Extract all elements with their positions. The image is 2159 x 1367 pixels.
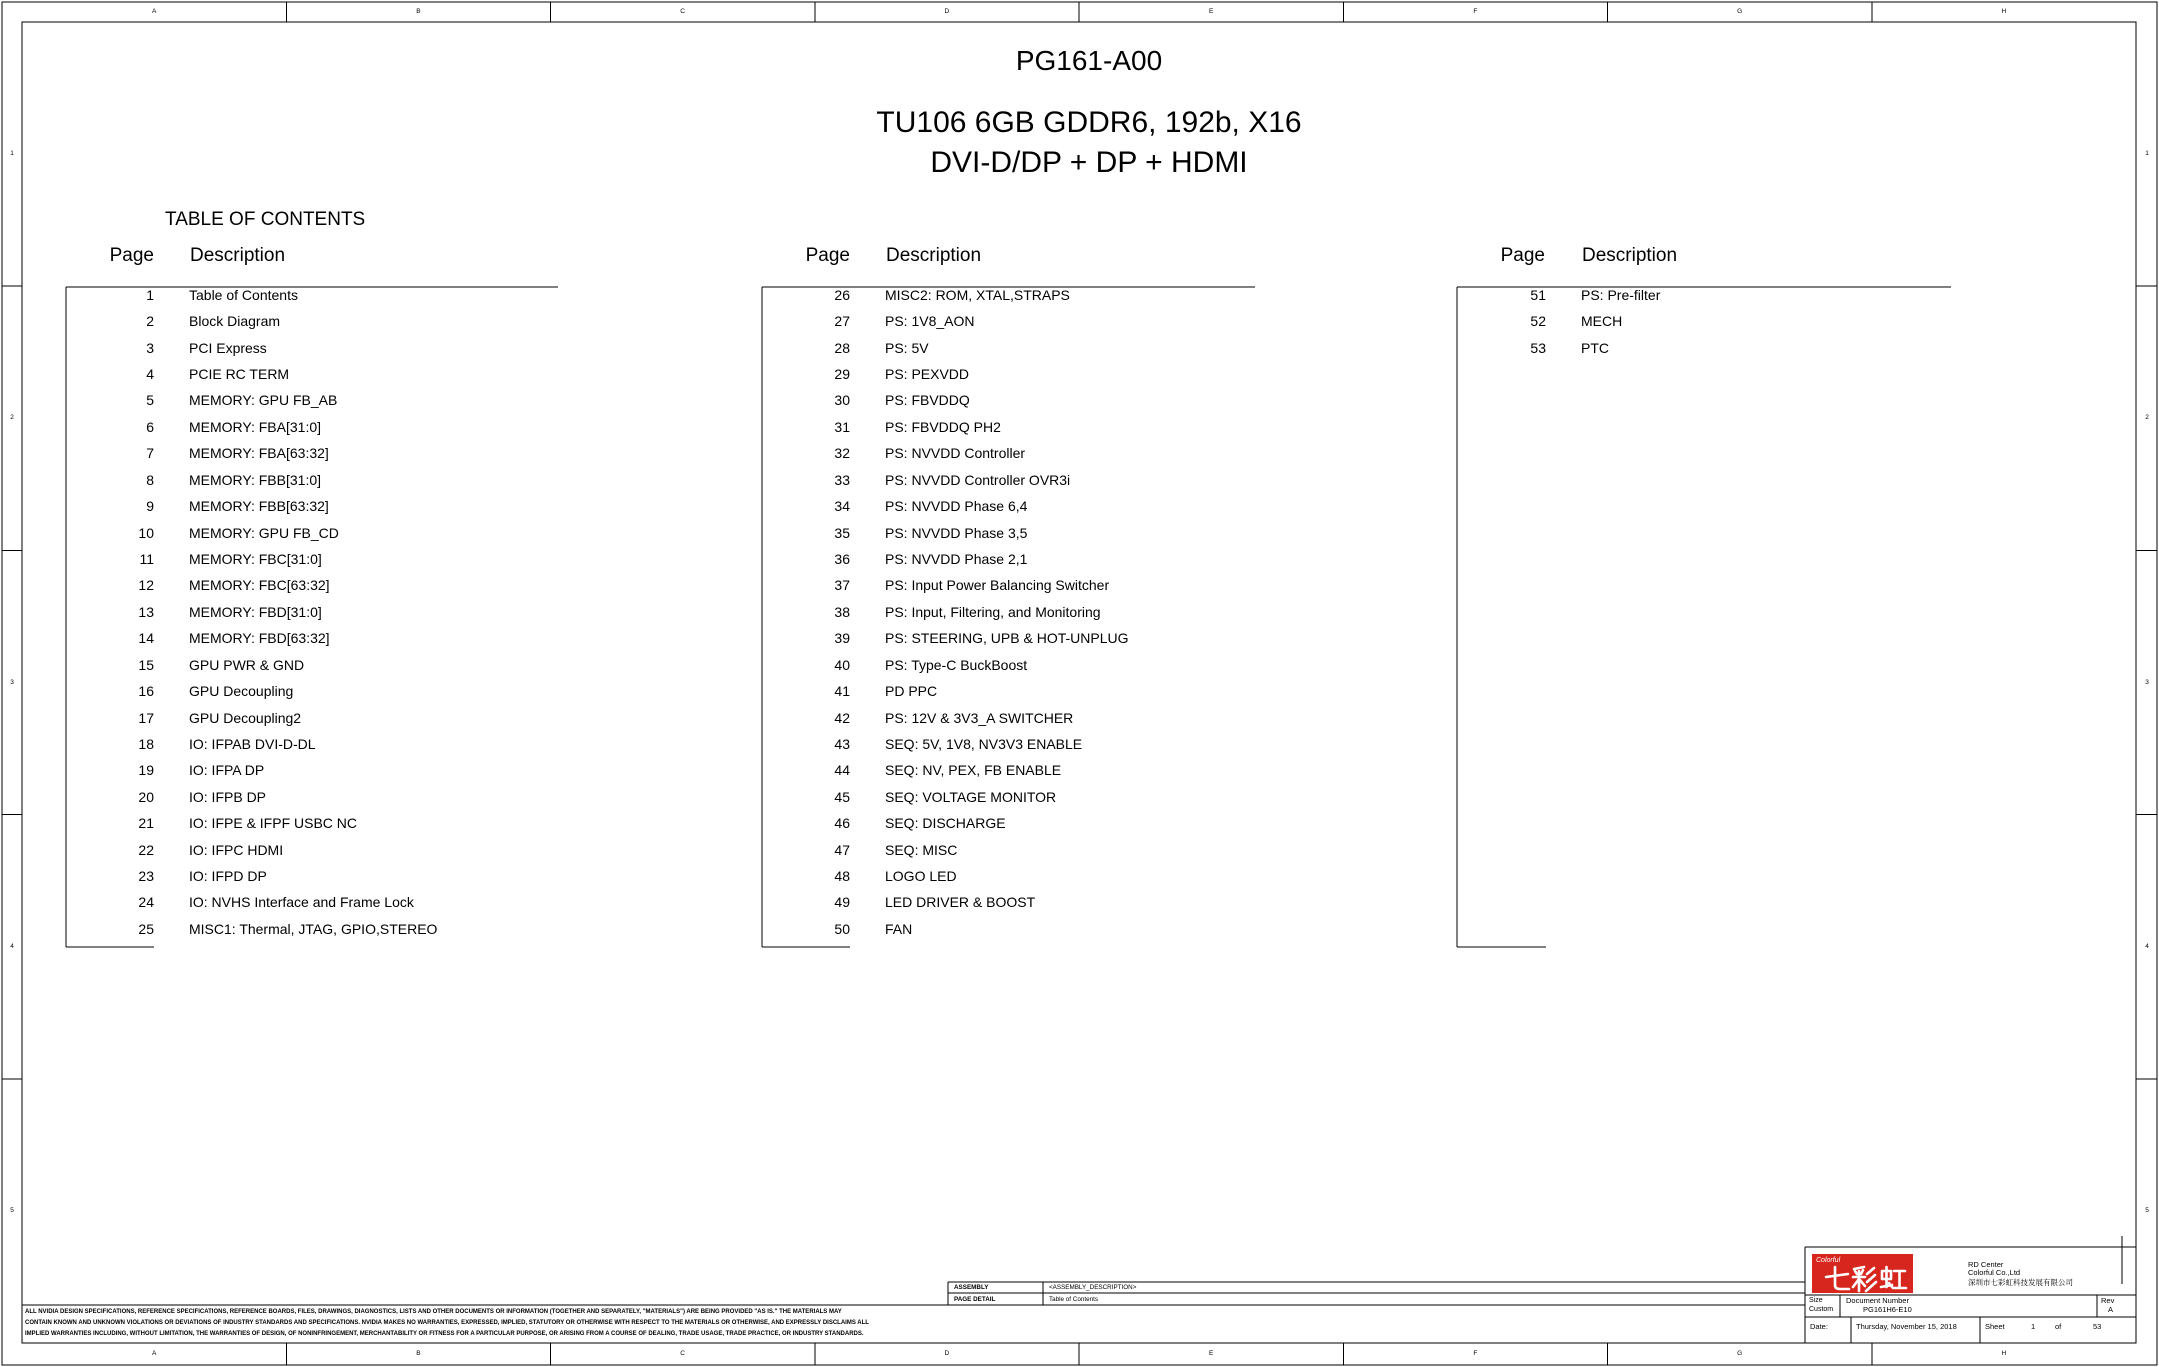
zone-row-label-left: 5	[10, 1206, 14, 1214]
toc-description: IO: NVHS Interface and Frame Lock	[189, 894, 414, 911]
page-detail-value: Table of Contents	[1049, 1295, 1099, 1303]
toc-entry	[762, 572, 1242, 598]
toc-page-number: 5	[146, 392, 154, 409]
org-line-center: RD Center	[1968, 1259, 2004, 1269]
toc-entry	[762, 414, 1242, 440]
toc-entry	[66, 652, 546, 678]
toc-page-number: 23	[138, 868, 154, 885]
disclaimer-line: ALL NVIDIA DESIGN SPECIFICATIONS, REFERENCE SPECIFICATIONS, REFERENCE BOARDS, FILES, DRAWINGS, DIAGNOSTICS, LISTS AND OTHER DOCUMENTS OR INFORMATION (TOGETHER AND SEPARATELY, "MATERIALS") ARE BEING PROVIDED "AS IS." THE MATERIALS MAY	[25, 1309, 842, 1315]
toc-description: PS: NVVDD Phase 6,4	[885, 498, 1028, 515]
toc-description: PCIE RC TERM	[189, 366, 290, 383]
toc-page-number: 45	[834, 788, 850, 805]
zone-column-label-top: H	[2001, 8, 2007, 15]
toc-entry	[66, 678, 546, 704]
toc-page-number: 6	[146, 418, 154, 435]
toc-description: FAN	[885, 920, 913, 937]
org-line-company-local: 深圳市七彩虹科技发展有限公司	[1968, 1277, 2073, 1287]
zone-column-label-top: G	[1737, 8, 1743, 15]
date-value: Thursday, November 15, 2018	[1856, 1321, 1957, 1331]
zone-row-label-right: 3	[2145, 678, 2149, 686]
toc-entry	[762, 493, 1242, 519]
toc-page-number: 24	[138, 894, 154, 911]
toc-entry	[66, 757, 546, 783]
toc-page-number: 21	[138, 815, 154, 832]
assembly-label: ASSEMBLY	[954, 1284, 989, 1291]
toc-page-number: 35	[834, 524, 850, 541]
toc-description: SEQ: DISCHARGE	[885, 815, 1006, 832]
toc-description: PS: NVVDD Phase 3,5	[885, 524, 1028, 541]
zone-column-label-bottom: B	[416, 1350, 421, 1357]
toc-entry	[66, 520, 546, 546]
toc-description: GPU PWR & GND	[189, 656, 305, 673]
toc-page-number: 15	[138, 656, 154, 673]
toc-page-number: 43	[834, 735, 850, 752]
toc-entry	[66, 837, 546, 863]
zone-column-label-top: A	[151, 8, 157, 15]
toc-entry	[762, 784, 1242, 810]
toc-description-header: Description	[190, 245, 286, 266]
toc-entry	[66, 810, 546, 836]
toc-entry	[66, 361, 546, 387]
toc-page-number: 16	[138, 683, 154, 700]
toc-page-number: 9	[146, 498, 154, 515]
toc-entry	[66, 467, 546, 493]
toc-page-number: 11	[139, 550, 154, 567]
document-number-value: PG161H6-E10	[1863, 1305, 1912, 1314]
board-description-line-1: TU106 6GB GDDR6, 192b, X16	[876, 106, 1302, 139]
toc-page-number: 52	[1530, 313, 1546, 330]
toc-page-number: 46	[834, 815, 850, 832]
toc-page-number: 20	[138, 788, 154, 805]
size-label: Size	[1809, 1297, 1823, 1304]
toc-entry	[66, 335, 546, 361]
toc-description: LOGO LED	[885, 868, 957, 885]
toc-entry	[762, 308, 1242, 334]
toc-description: PS: Input Power Balancing Switcher	[885, 577, 1110, 594]
toc-entry	[1458, 282, 1938, 308]
toc-description-header: Description	[886, 245, 982, 266]
zone-row-label-left: 1	[10, 150, 14, 158]
toc-description: IO: IFPB DP	[189, 788, 267, 805]
zone-row-label-right: 5	[2145, 1206, 2149, 1214]
toc-entry	[762, 546, 1242, 572]
toc-description: MEMORY: FBA[63:32]	[189, 445, 329, 462]
toc-page-number: 53	[1530, 339, 1546, 356]
toc-page-number: 50	[834, 920, 850, 937]
toc-entry	[1458, 308, 1938, 334]
toc-entry	[66, 889, 546, 915]
toc-description: PS: Pre-filter	[1581, 286, 1661, 303]
toc-description: PS: NVVDD Controller OVR3i	[885, 471, 1071, 488]
sheet-total: 53	[2093, 1321, 2102, 1331]
toc-entry	[1458, 335, 1938, 361]
toc-page-number: 44	[834, 762, 850, 779]
logo-brand-text: Colorful	[1816, 1257, 1841, 1264]
toc-page-number: 32	[834, 445, 850, 462]
toc-page-number: 38	[834, 603, 850, 620]
zone-column-label-top: F	[1473, 8, 1478, 15]
toc-description: LED DRIVER & BOOST	[885, 894, 1036, 911]
toc-page-number: 7	[146, 445, 154, 462]
toc-page-number: 17	[138, 709, 154, 726]
top-zone-ticks	[286, 2, 1872, 22]
toc-page-header: Page	[1500, 245, 1545, 266]
toc-page-number: 29	[834, 366, 850, 383]
toc-page-number: 2	[146, 313, 154, 330]
toc-page-number: 14	[138, 630, 154, 647]
toc-description: MEMORY: FBB[63:32]	[189, 498, 329, 515]
toc-page-number: 3	[146, 339, 154, 356]
zone-column-label-bottom: A	[151, 1350, 157, 1357]
toc-description: PS: 1V8_AON	[885, 313, 975, 330]
toc-entry	[66, 282, 546, 308]
zone-column-label-bottom: H	[2001, 1350, 2007, 1357]
toc-description: MEMORY: FBD[63:32]	[189, 630, 330, 647]
board-description-line-2: DVI-D/DP + DP + HDMI	[930, 146, 1248, 179]
assembly-value: <ASSEMBLY_DESCRIPTION>	[1049, 1284, 1137, 1291]
toc-entry	[762, 599, 1242, 625]
toc-description: MEMORY: GPU FB_CD	[189, 524, 339, 541]
toc-title: TABLE OF CONTENTS	[165, 209, 366, 230]
toc-description: PS: PEXVDD	[885, 366, 970, 383]
zone-column-label-bottom: F	[1473, 1350, 1478, 1357]
toc-entry	[762, 889, 1242, 915]
toc-description: PTC	[1581, 339, 1609, 356]
bottom-zone-ticks	[286, 1343, 1872, 1365]
zone-row-label-left: 2	[10, 414, 14, 422]
toc-description: SEQ: NV, PEX, FB ENABLE	[885, 762, 1062, 779]
toc-page-number: 4	[146, 366, 154, 383]
toc-page-number: 10	[138, 524, 154, 541]
toc-entry	[66, 414, 546, 440]
toc-column	[66, 282, 546, 982]
toc-description: SEQ: MISC	[885, 841, 958, 858]
toc-description: MEMORY: FBD[31:0]	[189, 603, 322, 620]
toc-entry	[762, 916, 1242, 942]
toc-description: MEMORY: FBC[31:0]	[189, 550, 322, 567]
zone-row-label-right: 1	[2145, 150, 2149, 158]
toc-entry	[762, 705, 1242, 731]
toc-description: PS: 5V	[885, 339, 929, 356]
toc-page-number: 26	[834, 286, 850, 303]
toc-description: MEMORY: FBB[31:0]	[189, 471, 322, 488]
toc-description: PS: NVVDD Controller	[885, 445, 1026, 462]
toc-entry	[762, 335, 1242, 361]
toc-description: Table of Contents	[189, 286, 298, 303]
zone-row-label-left: 3	[10, 678, 14, 686]
toc-page-number: 12	[138, 577, 154, 594]
zone-column-label-bottom: G	[1737, 1350, 1743, 1357]
disclaimer-line: IMPLIED WARRANTIES INCLUDING, WITHOUT LIMITATION, THE WARRANTIES OF DESIGN, OF NONINFRINGEMENT, MERCHANTABILITY OR FITNESS FOR A PARTICULAR PURPOSE, OR ARISING FROM A COURSE OF DEALING, TRADE USAGE, TRADE PRACTICE, OR INDUSTRY STANDARDS.	[25, 1331, 864, 1337]
page-detail-label: PAGE DETAIL	[954, 1295, 996, 1303]
toc-entry	[66, 572, 546, 598]
toc-entry	[762, 678, 1242, 704]
zone-column-label-bottom: D	[944, 1350, 950, 1357]
toc-description: PCI Express	[189, 339, 267, 356]
toc-page-number: 40	[834, 656, 850, 673]
toc-page-number: 27	[834, 313, 850, 330]
toc-description: GPU Decoupling	[189, 683, 294, 700]
toc-description: Block Diagram	[189, 313, 281, 330]
toc-entry	[66, 625, 546, 651]
toc-description: SEQ: 5V, 1V8, NV3V3 ENABLE	[885, 735, 1083, 752]
toc-entry	[762, 810, 1242, 836]
toc-column	[762, 282, 1242, 982]
toc-page-number: 37	[834, 577, 850, 594]
toc-entry	[762, 282, 1242, 308]
toc-page-header: Page	[805, 245, 850, 266]
toc-description: PS: Type-C BuckBoost	[885, 656, 1028, 673]
date-label: Date:	[1810, 1321, 1828, 1331]
toc-entry	[66, 863, 546, 889]
sheet-of-label: of	[2055, 1321, 2062, 1331]
toc-description: PS: NVVDD Phase 2,1	[885, 550, 1028, 567]
toc-entry	[762, 440, 1242, 466]
document-number-label: Document Number	[1846, 1296, 1909, 1305]
revision-value: A	[2108, 1305, 2114, 1314]
zone-row-label-right: 4	[2145, 942, 2149, 950]
toc-entry	[66, 546, 546, 572]
toc-entry	[762, 837, 1242, 863]
toc-page-number: 28	[834, 339, 850, 356]
toc-entry	[66, 916, 546, 942]
toc-description: PD PPC	[885, 683, 938, 700]
toc-description: MEMORY: FBC[63:32]	[189, 577, 330, 594]
toc-entry	[762, 863, 1242, 889]
toc-entry	[66, 731, 546, 757]
toc-entry	[66, 387, 546, 413]
toc-description: IO: IFPD DP	[189, 868, 267, 885]
toc-description: IO: IFPAB DVI-D-DL	[189, 735, 316, 752]
zone-column-label-top: C	[680, 8, 685, 15]
toc-page-number: 42	[834, 709, 850, 726]
size-value: Custom	[1809, 1306, 1834, 1313]
revision-label: Rev	[2101, 1296, 2115, 1305]
toc-description-header: Description	[1582, 245, 1678, 266]
toc-description: MEMORY: GPU FB_AB	[189, 392, 338, 409]
zone-column-label-bottom: E	[1208, 1350, 1214, 1357]
toc-entry	[66, 440, 546, 466]
toc-page-number: 49	[834, 894, 850, 911]
toc-page-number: 51	[1530, 286, 1546, 303]
toc-description: PS: 12V & 3V3_A SWITCHER	[885, 709, 1074, 726]
toc-page-number: 13	[138, 603, 154, 620]
toc-entry	[762, 652, 1242, 678]
toc-page-number: 18	[138, 735, 154, 752]
toc-entry	[66, 599, 546, 625]
toc-description: PS: STEERING, UPB & HOT-UNPLUG	[885, 630, 1129, 647]
sheet-label: Sheet	[1985, 1321, 2005, 1331]
toc-description: IO: IFPE & IFPF USBC NC	[189, 815, 358, 832]
toc-page-number: 19	[138, 762, 154, 779]
toc-description: GPU Decoupling2	[189, 709, 302, 726]
toc-page-number: 39	[834, 630, 850, 647]
toc-description: MISC1: Thermal, JTAG, GPIO,STEREO	[189, 920, 438, 937]
sheet-number: 1	[2031, 1321, 2036, 1331]
toc-description: PS: Input, Filtering, and Monitoring	[885, 603, 1101, 620]
toc-page-number: 36	[834, 550, 850, 567]
toc-page-number: 33	[834, 471, 850, 488]
company-logo	[1812, 1254, 1913, 1293]
toc-page-number: 48	[834, 868, 850, 885]
toc-entry	[66, 705, 546, 731]
toc-entry	[66, 308, 546, 334]
toc-entry	[762, 757, 1242, 783]
toc-entry	[66, 493, 546, 519]
toc-page-header: Page	[109, 245, 154, 266]
zone-row-label-right: 2	[2145, 414, 2149, 422]
zone-column-label-top: B	[416, 8, 421, 15]
toc-description: SEQ: VOLTAGE MONITOR	[885, 788, 1057, 805]
zone-column-label-top: D	[944, 8, 950, 15]
toc-column	[1458, 282, 1938, 982]
toc-entry	[762, 625, 1242, 651]
toc-page-number: 47	[834, 841, 850, 858]
toc-entry	[762, 387, 1242, 413]
toc-entry	[762, 520, 1242, 546]
toc-page-number: 25	[138, 920, 154, 937]
org-line-company: Colorful Co.,Ltd	[1968, 1268, 2021, 1277]
toc-page-number: 8	[146, 471, 154, 488]
toc-page-number: 1	[146, 286, 154, 303]
toc-description: PS: FBVDDQ PH2	[885, 418, 1001, 435]
toc-description: PS: FBVDDQ	[885, 392, 970, 409]
toc-description: MECH	[1581, 313, 1623, 330]
project-title: PG161-A00	[1015, 45, 1163, 76]
toc-description: MEMORY: FBA[31:0]	[189, 418, 322, 435]
toc-page-number: 22	[138, 841, 154, 858]
zone-column-label-top: E	[1208, 8, 1214, 15]
toc-page-number: 30	[834, 392, 850, 409]
zone-column-label-bottom: C	[680, 1350, 685, 1357]
disclaimer-line: CONTAIN KNOWN AND UNKNOWN VIOLATIONS OR DEVIATIONS OF INDUSTRY STANDARDS AND SPECIFICATIONS. NVIDIA MAKES NO WARRANTIES, EXPRESSED, IMPLIED, STATUTORY OR OTHERWISE WITH RESPECT TO THE MATERIALS OR OTHERWISE, AND EXPRESSLY DISCLAIMS ALL	[25, 1320, 869, 1326]
toc-description: MISC2: ROM, XTAL,STRAPS	[885, 286, 1070, 303]
toc-page-number: 41	[834, 683, 850, 700]
toc-entry	[762, 361, 1242, 387]
toc-page-number: 31	[834, 418, 850, 435]
zone-row-label-left: 4	[10, 942, 14, 950]
toc-entry	[762, 731, 1242, 757]
toc-page-number: 34	[834, 498, 850, 515]
toc-description: IO: IFPC HDMI	[189, 841, 284, 858]
toc-entry	[66, 784, 546, 810]
toc-entry	[762, 467, 1242, 493]
toc-description: IO: IFPA DP	[189, 762, 265, 779]
